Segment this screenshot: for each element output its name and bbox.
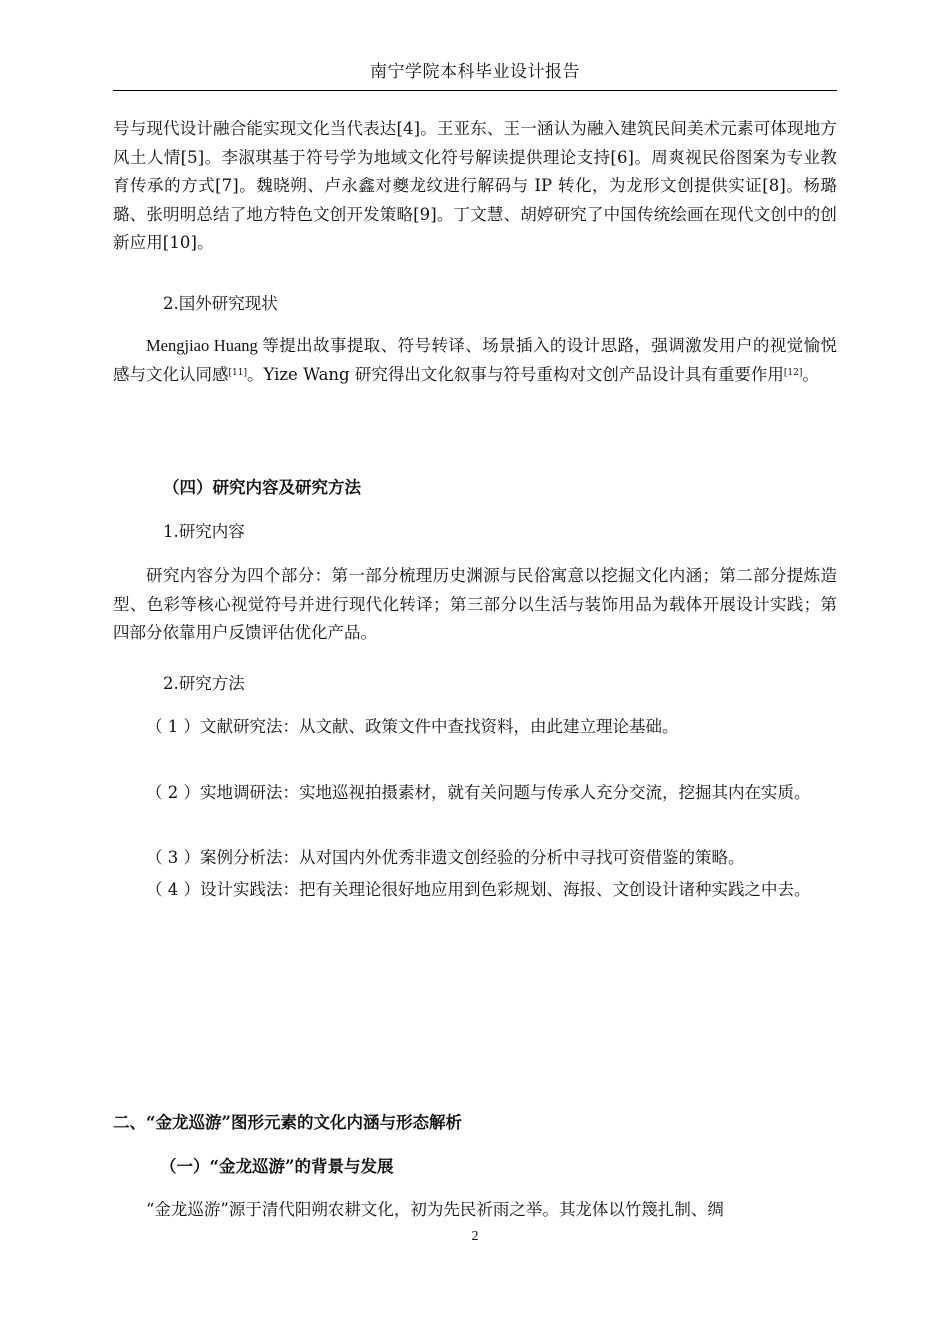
heading-research-content: 1.研究内容 [163, 522, 245, 541]
paragraph-golden-dragon-origin: “金龙巡游”源于清代阳朔农耕文化，初为先民祈雨之举。其龙体以竹篾扎制、绸 [146, 1200, 724, 1219]
paragraph-domestic-research-cont: 号与现代设计融合能实现文化当代表达[4]。王亚东、王一涵认为融入建筑民间美术元素可体现地方风土人情[5]。李淑琪基于符号学为地域文化符号解读提供理论支持[6]。周爽视民俗图案为专业教育传承的方式[7]。魏晓朔、卢永鑫对夔龙纹进行解码与 IP 转化，为龙形文创提供实证[8]。杨璐璐、张明明总结了地方特色文创开发策略[9]。丁文慧、胡婷研究了中国传统绘画在现代文创中的创新应用[10]。 [113, 119, 837, 252]
heading-section-2-1: （一）“金龙巡游”的背景与发展 [160, 1157, 394, 1176]
header-divider [113, 90, 837, 91]
citation-11: [11] [228, 367, 247, 378]
method-item-1: （ 1 ）文献研究法：从文献、政策文件中查找资料，由此建立理论基础。 [146, 717, 679, 736]
method-item-4: （ 4 ）设计实践法：把有关理论很好地应用到色彩规划、海报、文创设计诸种实践之中去。 [146, 880, 811, 899]
method-item-3: （ 3 ）案例分析法：从对国内外优秀非遗文创经验的分析中寻找可资借鉴的策略。 [146, 848, 745, 867]
paragraph-research-content: 研究内容分为四个部分：第一部分梳理历史渊源与民俗寓意以挖掘文化内涵；第二部分提炼造型、色彩等核心视觉符号并进行现代化转译；第三部分以生活与装饰用品为载体开展设计实践；第四部分依靠用户反馈评估优化产品。 [113, 566, 837, 642]
heading-research-method: 2.研究方法 [163, 674, 245, 693]
heading-foreign-research: 2.国外研究现状 [163, 294, 278, 313]
chapter-2-heading: 二、“金龙巡游”图形元素的文化内涵与形态解析 [113, 1113, 462, 1132]
paragraph-foreign-research: Mengjiao Huang 等提出故事提取、符号转译、场景插入的设计思路，强调激发用户的视觉愉悦感与文化认同感[11]。Yize Wang 研究得出文化叙事与符号重构对文创产品设计具有重要作用[12]。 [113, 336, 837, 384]
page-number: 2 [471, 1229, 479, 1244]
citation-12: [12] [783, 367, 803, 378]
page-header-title: 南宁学院本科毕业设计报告 [370, 62, 580, 82]
method-item-2: （ 2 ）实地调研法：实地巡视拍摄素材，就有关问题与传承人充分交流，挖掘其内在实质。 [146, 783, 811, 802]
heading-section-4: （四）研究内容及研究方法 [163, 478, 361, 497]
